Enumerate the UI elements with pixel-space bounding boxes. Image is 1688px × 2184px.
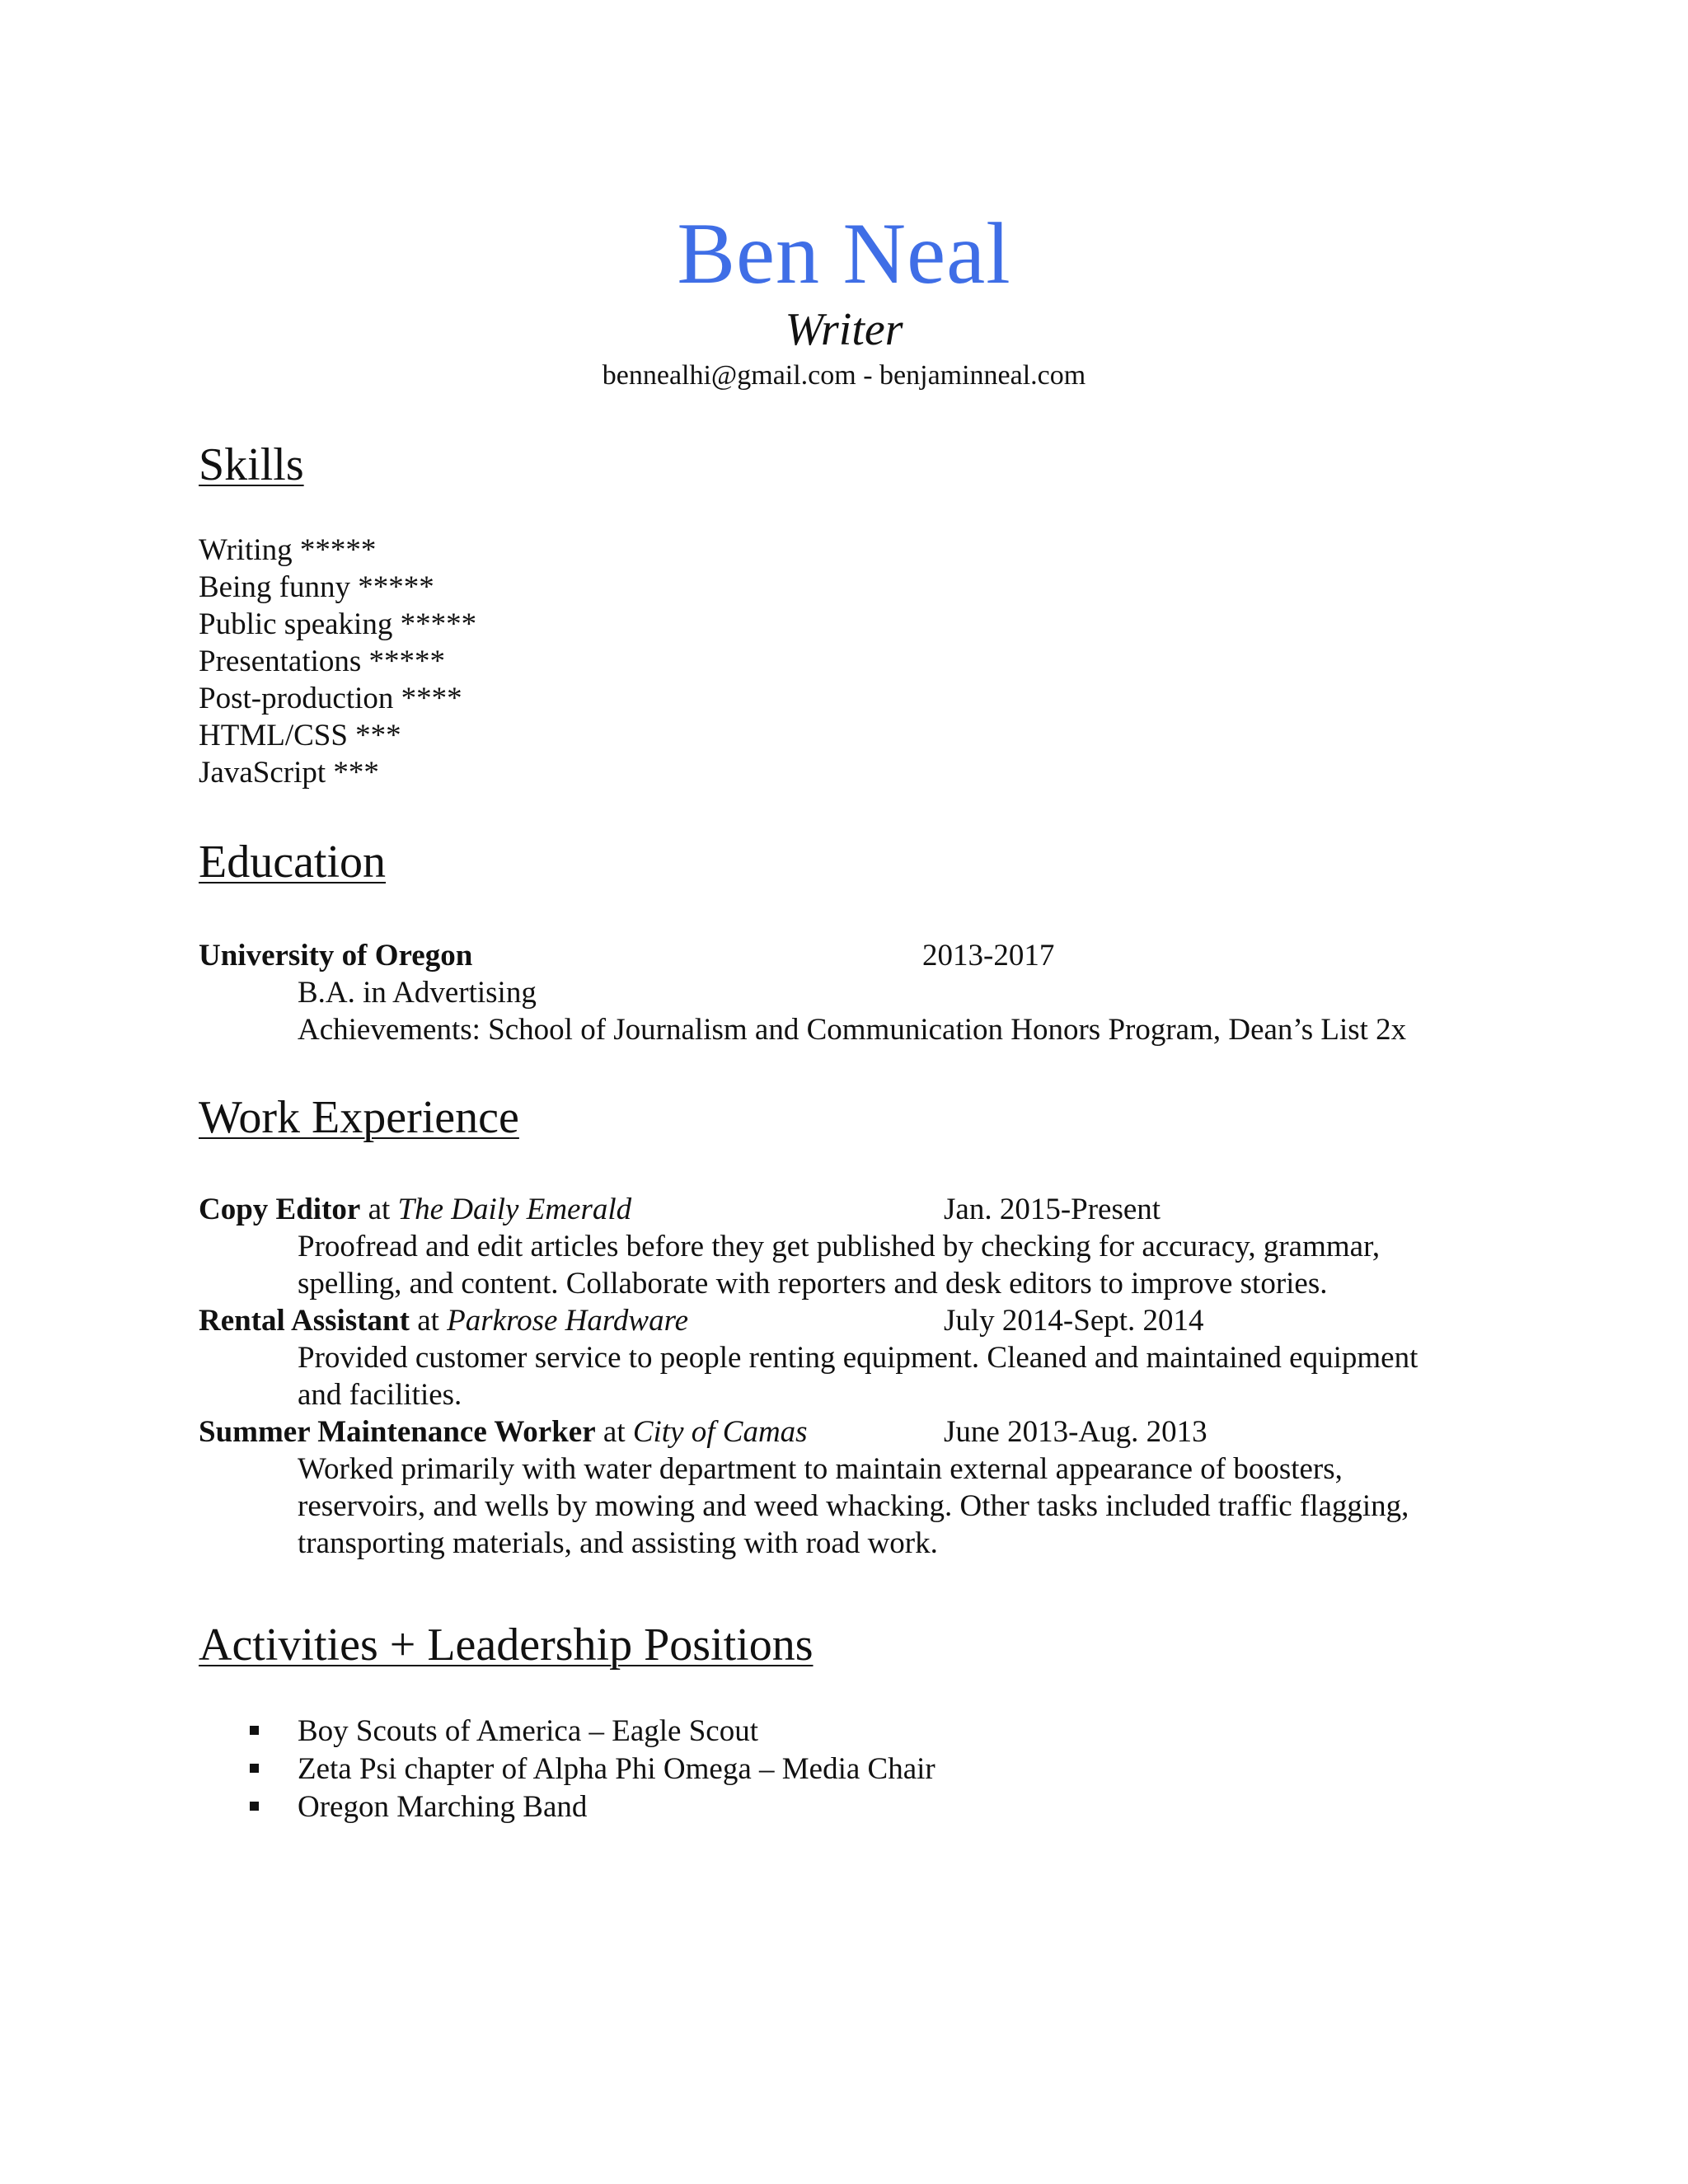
job-entry [199, 1302, 1418, 1413]
job-entry [199, 1413, 1418, 1562]
activities-heading: Activities + Leadership Positions [199, 1619, 814, 1671]
job-role: Copy Editor [199, 1193, 361, 1226]
bullet-square-icon [250, 1764, 259, 1773]
job-role: Summer Maintenance Worker [199, 1415, 596, 1449]
candidate-name: Ben Neal [677, 205, 1011, 302]
education-entry [199, 937, 1406, 1048]
job-entry [199, 1191, 1418, 1302]
skills-list [199, 532, 476, 791]
skills-heading: Skills [199, 439, 304, 490]
bullet-square-icon [250, 1802, 259, 1811]
activities-list [199, 1713, 935, 1826]
skill-item: HTML/CSS *** [199, 719, 401, 752]
job-org: The Daily Emerald [397, 1193, 632, 1226]
job-dates: June 2013-Aug. 2013 [944, 1415, 1207, 1449]
work-heading: Work Experience [199, 1092, 519, 1143]
skill-item: Post-production **** [199, 682, 462, 715]
job-dates: Jan. 2015-Present [944, 1193, 1161, 1226]
activity-text: Zeta Psi chapter of Alpha Phi Omega – Media Chair [298, 1752, 935, 1786]
job-org: Parkrose Hardware [447, 1304, 689, 1338]
education-heading: Education [199, 837, 387, 888]
job-org: City of Camas [632, 1415, 808, 1449]
job-at: at [360, 1193, 398, 1226]
activity-text: Boy Scouts of America – Eagle Scout [298, 1714, 759, 1748]
job-role: Rental Assistant [199, 1304, 410, 1338]
work-list [199, 1191, 1418, 1562]
school-name: University of Oregon [199, 939, 473, 972]
job-description-line: Proofread and edit articles before they get published by checking for accuracy, grammar, [298, 1230, 1381, 1263]
resume-header [0, 204, 1688, 394]
achievements: Achievements: School of Journalism and Communication Honors Program, Dean’s List 2x [298, 1013, 1407, 1047]
education-dates: 2013-2017 [922, 939, 1055, 972]
job-description-line: transporting materials, and assisting with road work. [298, 1526, 938, 1560]
contact-line: bennealhi@gmail.com - benjaminneal.com [602, 360, 1086, 391]
job-header-row [199, 1413, 1418, 1451]
list-item [199, 1713, 935, 1750]
job-description-line: and facilities. [298, 1378, 462, 1412]
skill-item: Being funny ***** [199, 570, 434, 604]
job-header-row [199, 1302, 1418, 1339]
job-description-line: Provided customer service to people renting equipment. Cleaned and maintained equipment [298, 1341, 1418, 1375]
job-at: at [595, 1415, 633, 1449]
job-description-line: reservoirs, and wells by mowing and weed whacking. Other tasks included traffic flagging, [298, 1489, 1409, 1523]
education-header-row [199, 937, 1406, 974]
bullet-square-icon [250, 1726, 259, 1735]
list-item [199, 1788, 935, 1826]
job-description-line: Worked primarily with water department to maintain external appearance of boosters, [298, 1452, 1343, 1486]
activity-text: Oregon Marching Band [298, 1790, 588, 1824]
list-item [199, 1750, 935, 1788]
job-description-line: spelling, and content. Collaborate with reporters and desk editors to improve stories. [298, 1267, 1328, 1301]
job-header-row [199, 1191, 1418, 1228]
candidate-title: Writer [785, 304, 903, 355]
job-dates: July 2014-Sept. 2014 [944, 1304, 1204, 1338]
skill-item: Writing ***** [199, 533, 377, 567]
skill-item: JavaScript *** [199, 756, 379, 790]
job-at: at [409, 1304, 448, 1338]
skill-item: Presentations ***** [199, 644, 446, 678]
skill-item: Public speaking ***** [199, 607, 477, 641]
degree: B.A. in Advertising [298, 976, 537, 1010]
